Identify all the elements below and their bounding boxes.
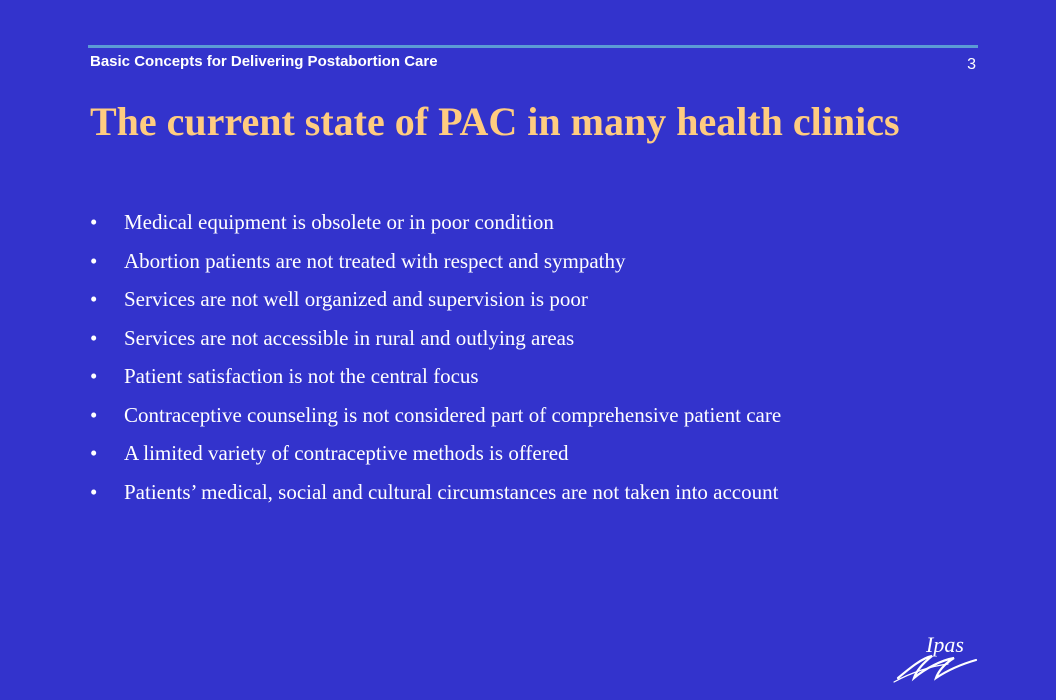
bullet-text: Patient satisfaction is not the central focus — [124, 364, 479, 388]
header-rule — [88, 45, 978, 48]
bullet-item — [90, 205, 990, 244]
bullet-text: Patients’ medical, social and cultural circumstances are not taken into account — [124, 479, 779, 504]
bullet-text: Medical equipment is obsolete or in poor condition — [124, 210, 554, 234]
bullet-text: Services are not well organized and supervision is poor — [124, 287, 588, 311]
bullet-dot: • — [90, 287, 98, 311]
bullet-item — [90, 282, 990, 321]
ipas-logo-icon — [892, 628, 982, 684]
bullet-text: Contraceptive counseling is not considered part of comprehensive patient care — [124, 402, 782, 427]
bullet-item — [90, 359, 990, 398]
slide-title: The current state of PAC in many health clinics — [90, 99, 900, 144]
bullet-item — [90, 321, 990, 360]
bullet-dot: • — [90, 402, 98, 427]
bullet-text: Abortion patients are not treated with respect and sympathy — [124, 248, 626, 273]
bullet-dot: • — [90, 364, 98, 388]
bullet-text: Services are not accessible in rural and outlying areas — [124, 325, 575, 350]
bullet-item — [90, 436, 990, 475]
bullet-text: A limited variety of contraceptive methods is offered — [124, 441, 569, 465]
bullet-dot: • — [90, 248, 98, 273]
bullet-dot: • — [90, 441, 98, 465]
bullet-item — [90, 398, 990, 437]
bullet-dot: • — [90, 210, 98, 234]
page-number: 3 — [967, 56, 976, 73]
bullet-list — [90, 205, 990, 513]
header-title: Basic Concepts for Delivering Postabortion Care — [90, 53, 438, 70]
logo-text: Ipas — [926, 632, 964, 657]
bullet-item — [90, 244, 990, 283]
bullet-dot: • — [90, 479, 98, 504]
bullet-dot: • — [90, 325, 98, 350]
bullet-item — [90, 475, 990, 514]
